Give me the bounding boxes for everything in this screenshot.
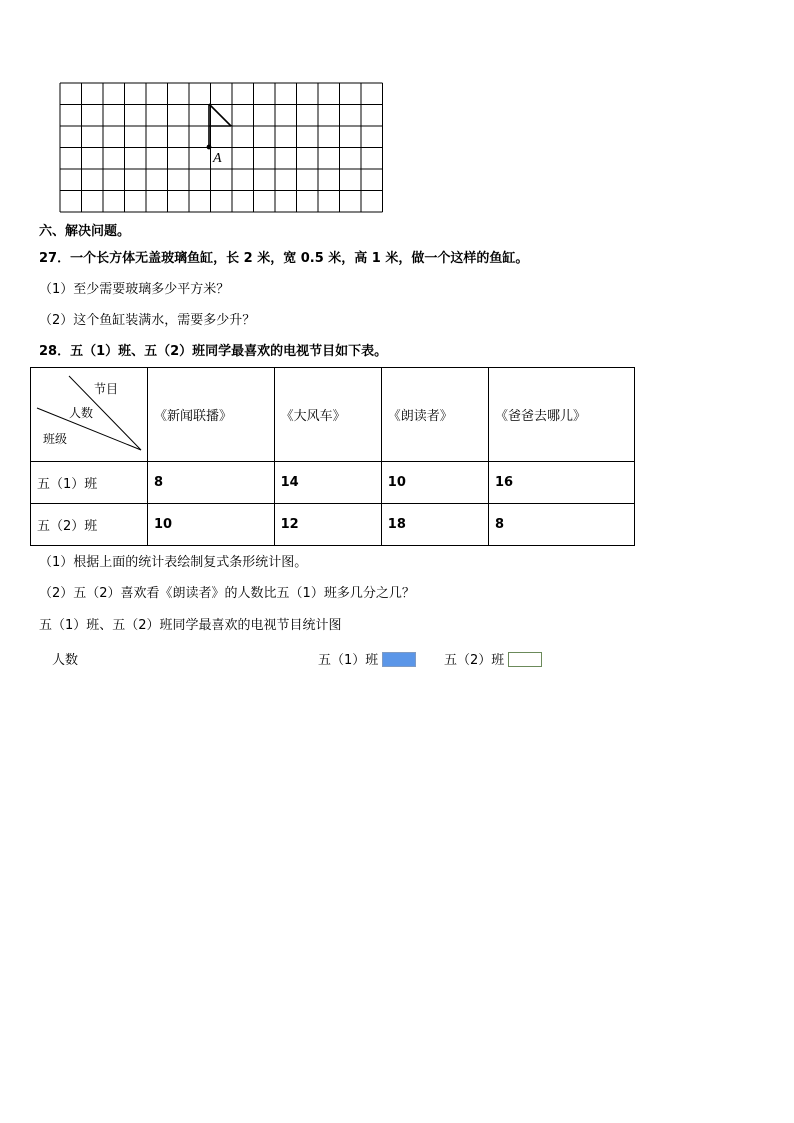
chart-y-axis-label: 人数 — [52, 653, 79, 668]
point-a-dot — [207, 145, 212, 150]
corner-label-class: 班级 — [43, 432, 68, 446]
table-row — [31, 462, 635, 504]
q28-sub2: （2）五（2）喜欢看《朗读者》的人数比五（1）班多几分之几？ — [39, 586, 415, 601]
q27-sub1: （1）至少需要玻璃多少平方米？ — [39, 282, 230, 297]
legend-label-class1: 五（1）班 — [318, 653, 379, 668]
table-cell: 10 — [381, 462, 488, 504]
square-grid-figure — [0, 0, 794, 220]
table-cell: 8 — [489, 504, 635, 546]
table-row — [31, 504, 635, 546]
section-six-heading: 六、解决问题。 — [39, 224, 131, 239]
table-cell: 14 — [274, 462, 381, 504]
table-header-row — [31, 368, 635, 462]
q28-stem: 28．五（1）班、五（2）班同学最喜欢的电视节目如下表。 — [39, 344, 388, 359]
tv-program-table — [30, 367, 635, 546]
chart-title: 五（1）班、五（2）班同学最喜欢的电视节目统计图 — [39, 618, 342, 633]
row-label: 五（2）班 — [31, 504, 148, 546]
header-cell: 《爸爸去哪儿》 — [489, 368, 635, 462]
table-cell: 18 — [381, 504, 488, 546]
flag-top — [209, 104, 231, 126]
q27-sub2: （2）这个鱼缸装满水，需要多少升？ — [39, 313, 256, 328]
legend-swatch-class1 — [382, 652, 416, 667]
header-cell: 《大风车》 — [274, 368, 381, 462]
point-a-label: A — [213, 151, 222, 166]
diagonal-header-cell — [31, 368, 148, 462]
header-cell: 《新闻联播》 — [148, 368, 275, 462]
header-cell: 《朗读者》 — [381, 368, 488, 462]
legend-label-class2: 五（2）班 — [444, 653, 505, 668]
table-cell: 16 — [489, 462, 635, 504]
q28-sub1: （1）根据上面的统计表绘制复式条形统计图。 — [39, 555, 308, 570]
table-cell: 8 — [148, 462, 275, 504]
legend-swatch-class2 — [508, 652, 542, 667]
row-label: 五（1）班 — [31, 462, 148, 504]
corner-label-count: 人数 — [69, 406, 94, 420]
q27-stem: 27．一个长方体无盖玻璃鱼缸，长 2 米，宽 0.5 米，高 1 米，做一个这样的鱼缸。 — [39, 251, 529, 266]
table-cell: 12 — [274, 504, 381, 546]
corner-label-program: 节目 — [94, 382, 119, 396]
table-cell: 10 — [148, 504, 275, 546]
